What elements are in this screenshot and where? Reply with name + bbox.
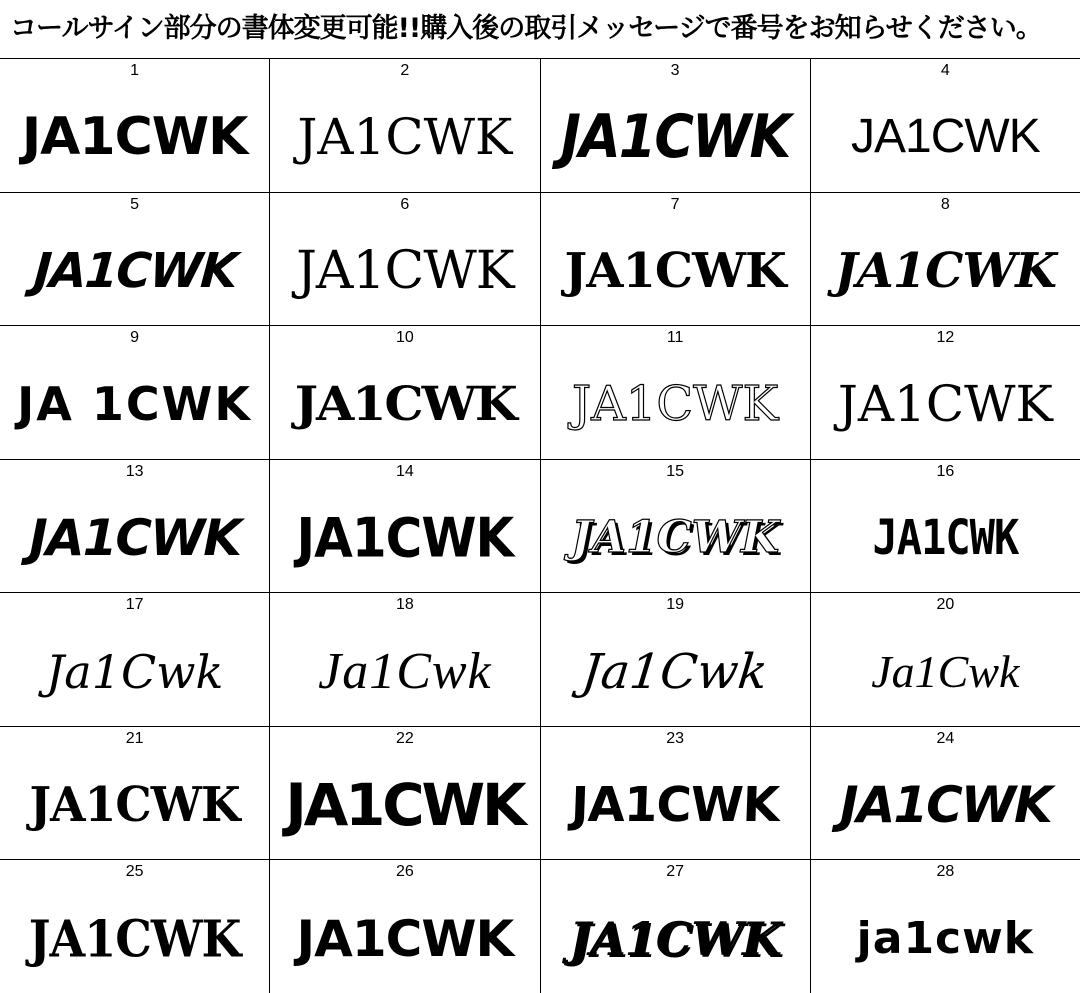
font-sample-26[interactable] xyxy=(270,884,540,993)
callsign-text: Ja1Cwk xyxy=(45,644,224,699)
font-sample-15[interactable] xyxy=(541,484,811,593)
callsign-text: JA1CWK xyxy=(29,509,240,568)
sample-number: 21 xyxy=(0,727,270,751)
font-sample-9[interactable] xyxy=(0,350,270,459)
callsign-text: JA 1CWK xyxy=(17,377,253,432)
sample-row xyxy=(0,326,1080,460)
sample-row xyxy=(0,593,1080,727)
sample-number: 14 xyxy=(270,460,540,484)
sample-callsign-row xyxy=(0,617,1080,726)
font-sample-7[interactable] xyxy=(541,217,811,326)
sample-row xyxy=(0,59,1080,193)
callsign-text: JA1CWK xyxy=(29,777,240,834)
callsign-text: JA1CWK xyxy=(560,102,790,172)
font-sample-25[interactable] xyxy=(0,884,270,993)
sample-number: 26 xyxy=(270,860,540,884)
sample-callsign-row xyxy=(0,751,1080,860)
sample-callsign-row xyxy=(0,484,1080,593)
sample-number: 16 xyxy=(936,462,955,480)
font-sample-21[interactable] xyxy=(0,751,270,860)
font-sample-17[interactable] xyxy=(0,617,270,726)
sample-number: 5 xyxy=(0,193,270,217)
callsign-text: JA1CWK xyxy=(285,771,525,839)
sample-callsign-row xyxy=(0,884,1080,993)
callsign-text: Ja1Cwk xyxy=(318,642,492,700)
sample-number: 22 xyxy=(270,727,540,751)
sample-row xyxy=(0,727,1080,861)
callsign-text: JA1CWK xyxy=(834,242,1056,299)
sample-number: 25 xyxy=(0,860,270,884)
font-sample-10[interactable] xyxy=(270,350,540,459)
sample-number-row xyxy=(0,860,1080,884)
sample-number: 2 xyxy=(270,59,540,83)
sample-number: 23 xyxy=(541,727,811,751)
sample-number: 8 xyxy=(940,195,950,213)
callsign-text: JA1CWK xyxy=(851,110,1040,164)
font-sample-19[interactable] xyxy=(541,617,811,726)
callsign-text: Ja1Cwk xyxy=(579,643,771,700)
sample-number: 20 xyxy=(936,596,955,614)
font-sample-2[interactable] xyxy=(270,83,540,192)
font-sample-18[interactable] xyxy=(270,617,540,726)
sample-number: 24 xyxy=(936,729,955,747)
sample-number-row xyxy=(0,326,1080,350)
sample-row xyxy=(0,860,1080,993)
sample-row xyxy=(0,460,1080,594)
sample-number-row xyxy=(0,59,1080,83)
font-sample-4[interactable] xyxy=(811,83,1080,192)
sample-number: 7 xyxy=(541,193,811,217)
sample-number: 17 xyxy=(0,593,270,617)
font-sample-14[interactable] xyxy=(270,484,540,593)
sample-number-row xyxy=(0,460,1080,484)
font-sample-8[interactable] xyxy=(811,217,1080,326)
sample-number-row xyxy=(0,593,1080,617)
callsign-text: JA1CWK xyxy=(296,506,514,570)
sample-number-row xyxy=(0,727,1080,751)
font-sample-20[interactable] xyxy=(811,617,1080,726)
callsign-text: JA1CWK xyxy=(296,909,514,968)
callsign-text: JA1CWK xyxy=(570,777,780,834)
sample-number: 18 xyxy=(270,593,540,617)
sample-number: 27 xyxy=(541,860,811,884)
font-sample-grid xyxy=(0,58,1080,993)
sample-number: 6 xyxy=(270,193,540,217)
callsign-text: ja1cwk xyxy=(856,912,1035,964)
sample-number: 13 xyxy=(0,460,270,484)
sample-number: 9 xyxy=(0,326,270,350)
font-sample-6[interactable] xyxy=(270,217,540,326)
font-sample-23[interactable] xyxy=(541,751,811,860)
sample-number: 1 xyxy=(0,59,270,83)
sample-number-row xyxy=(0,193,1080,217)
sample-number: 4 xyxy=(940,62,950,79)
font-sample-27[interactable] xyxy=(541,884,811,993)
font-sample-5[interactable] xyxy=(0,217,270,326)
sample-number: 12 xyxy=(936,329,955,347)
header-note: コールサイン部分の書体変更可能!!購入後の取引メッセージで番号をお知らせください。 xyxy=(10,13,1042,44)
font-sample-16[interactable] xyxy=(811,484,1080,593)
callsign-text: JA1CWK xyxy=(840,776,1051,835)
sample-row xyxy=(0,193,1080,327)
callsign-text: JA1CWK xyxy=(564,242,786,299)
callsign-text: JA1CWK xyxy=(872,509,1019,566)
callsign-text: JA1CWK xyxy=(571,376,779,433)
callsign-text: JA1CWK xyxy=(31,242,238,299)
font-sample-3[interactable] xyxy=(541,83,811,192)
font-sample-22[interactable] xyxy=(270,751,540,860)
font-sample-28[interactable] xyxy=(811,884,1080,993)
font-sample-24[interactable] xyxy=(811,751,1080,860)
font-sample-11[interactable] xyxy=(541,350,811,459)
font-sample-13[interactable] xyxy=(0,484,270,593)
callsign-text: JA1CWK xyxy=(296,240,514,301)
sample-callsign-row xyxy=(0,350,1080,459)
sample-number: 19 xyxy=(541,593,811,617)
sample-number: 3 xyxy=(541,59,811,83)
callsign-text: JA1CWK xyxy=(21,107,248,168)
callsign-text: Ja1Cwk xyxy=(871,645,1020,697)
callsign-text: JA1CWK xyxy=(28,909,241,969)
sample-number: 15 xyxy=(541,460,811,484)
sample-number: 10 xyxy=(270,326,540,350)
sample-number: 11 xyxy=(541,326,811,350)
callsign-text: JA1CWK xyxy=(297,108,513,167)
sample-number: 28 xyxy=(936,863,955,881)
font-sample-1[interactable] xyxy=(0,83,270,192)
callsign-text: JA1CWK xyxy=(294,376,516,432)
sample-callsign-row xyxy=(0,217,1080,326)
callsign-text: JA1CWK xyxy=(837,375,1053,434)
callsign-text: JA1CWK xyxy=(571,512,780,564)
callsign-text: JA1CWK xyxy=(569,911,781,966)
font-sample-12[interactable] xyxy=(811,350,1080,459)
sample-callsign-row xyxy=(0,83,1080,192)
